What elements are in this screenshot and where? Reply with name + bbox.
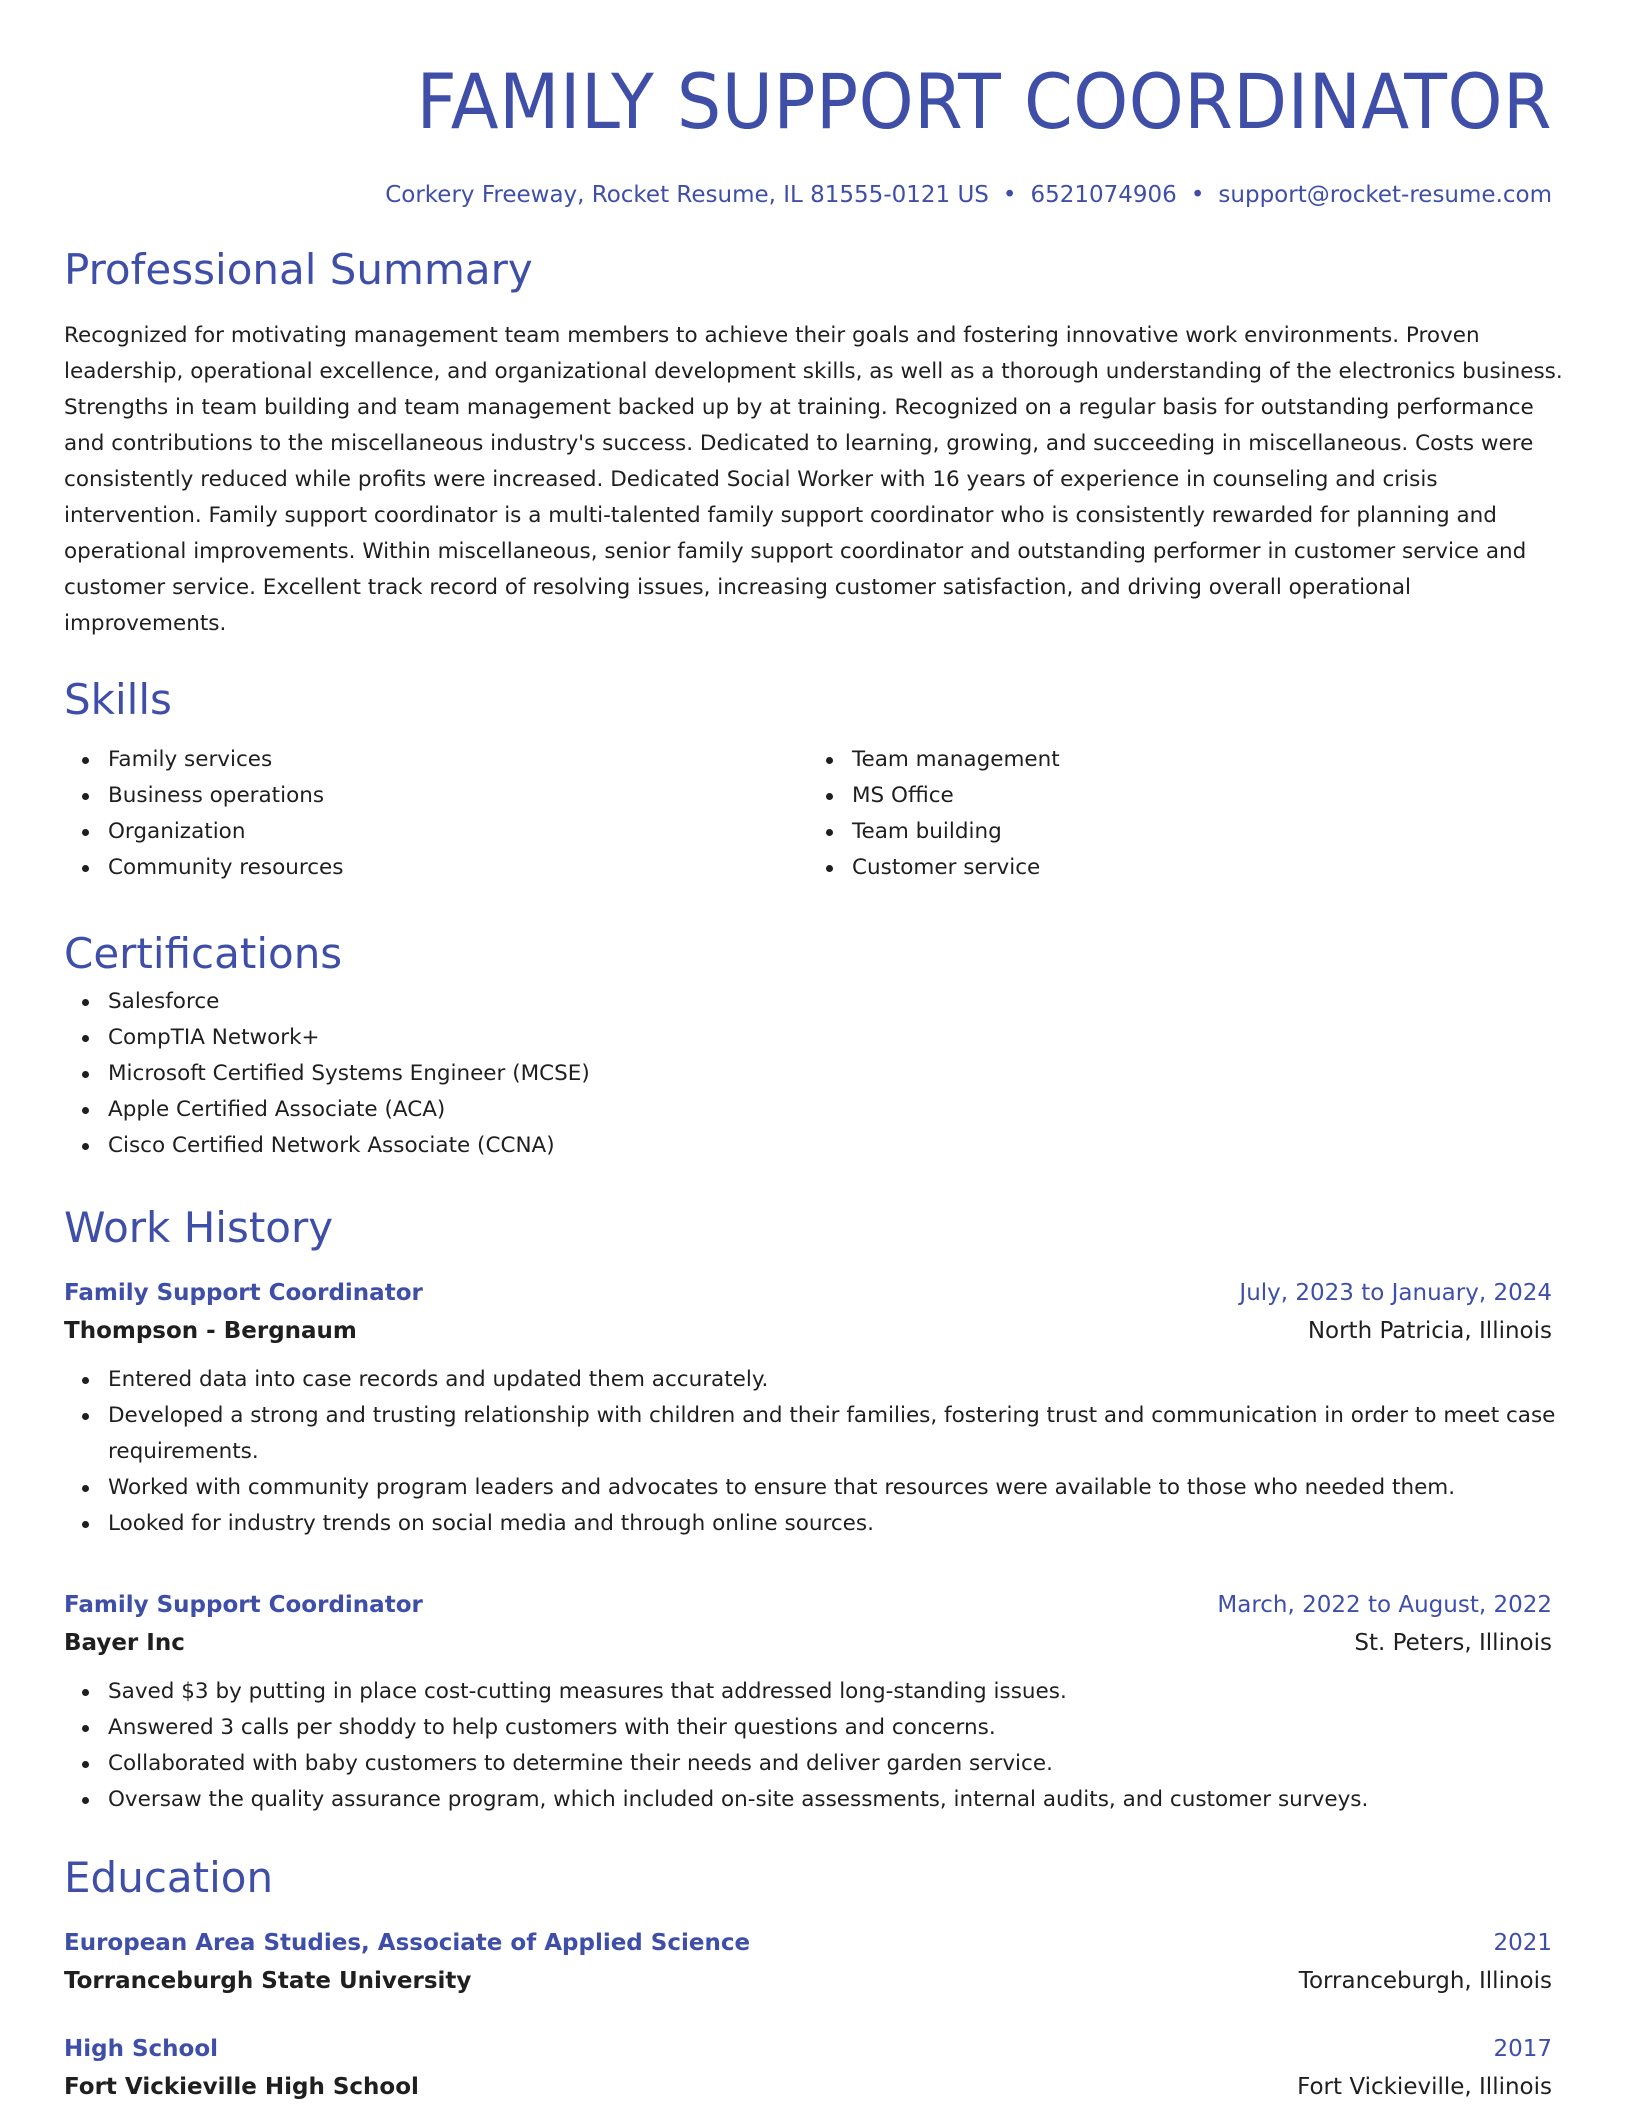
job-company: Thompson - Bergnaum: [64, 1318, 357, 1344]
job-title-row: [64, 1274, 1552, 1312]
job-company-row: [64, 1312, 1552, 1350]
education-year: 2017: [1493, 2036, 1552, 2062]
section-heading-education: Education: [64, 1853, 274, 1902]
education-school: Fort Vickieville High School: [64, 2074, 419, 2100]
education-school: Torranceburgh State University: [64, 1968, 472, 1994]
education-degree-row: [64, 2030, 1552, 2068]
section-heading-summary: Professional Summary: [64, 245, 533, 294]
skill-item: Business operations: [108, 778, 808, 814]
education-section: [64, 1848, 1552, 2106]
job-dates: July, 2023 to January, 2024: [1239, 1280, 1552, 1306]
education-location: Fort Vickieville, Illinois: [1297, 2074, 1552, 2100]
skills-list-right: [808, 742, 1552, 886]
certifications-section: [64, 924, 1552, 1164]
job-company: Bayer Inc: [64, 1630, 185, 1656]
job-entry: [64, 1274, 1556, 1542]
job-title-row: [64, 1586, 1552, 1624]
certifications-list: [64, 984, 1552, 1164]
job-location: St. Peters, Illinois: [1354, 1630, 1552, 1656]
certification-item: Microsoft Certified Systems Engineer (MCSE): [108, 1056, 1552, 1092]
contact-phone: 6521074906: [1030, 182, 1177, 208]
contact-separator: •: [1190, 182, 1205, 208]
summary-text: Recognized for motivating management team members to achieve their goals and fostering innovative work environments. Proven leadership, operational excellence, and organizational development skills, as well as a thorough understanding of the electronics business. Strengths in team building and team management backed up by at training. Recognized on a regular basis for outstanding performance and contributions to the miscellaneous industry's success. Dedicated to learning, growing, and succeeding in miscellaneous. Costs were consistently reduced while profits were increased. Dedicated Social Worker with 16 years of experience in counseling and crisis intervention. Family support coordinator is a multi-talented family support coordinator who is consistently rewarded for planning and operational improvements. Within miscellaneous, senior family support coordinator and outstanding performer in customer service and customer service. Excellent track record of resolving issues, increasing customer satisfaction, and driving overall operational improvements.: [64, 323, 1563, 636]
education-degree-row: [64, 1924, 1552, 1962]
education-entry: [64, 1924, 1552, 2000]
skill-item: Team management: [852, 742, 1552, 778]
job-duty-item: Worked with community program leaders and advocates to ensure that resources were available to those who needed them.: [108, 1470, 1568, 1506]
skills-columns: [64, 742, 1552, 886]
job-role: Family Support Coordinator: [64, 1280, 423, 1306]
section-heading-work-history: Work History: [64, 1203, 334, 1252]
job-duty-item: Developed a strong and trusting relationship with children and their families, fostering trust and communication in order to meet case requirements.: [108, 1398, 1568, 1470]
certification-item: Cisco Certified Network Associate (CCNA): [108, 1128, 1552, 1164]
section-heading-certifications: Certifications: [64, 929, 343, 978]
skill-item: Organization: [108, 814, 808, 850]
skill-item: Team building: [852, 814, 1552, 850]
job-duties-list: [64, 1674, 1568, 1818]
job-title: FAMILY SUPPORT COORDINATOR: [416, 57, 1552, 146]
work-history-section: [64, 1198, 1556, 1818]
education-degree: European Area Studies, Associate of Applied Science: [64, 1930, 751, 1956]
skill-item: MS Office: [852, 778, 1552, 814]
contact-address: Corkery Freeway, Rocket Resume, IL 81555-0121 US: [385, 182, 989, 208]
section-heading-skills: Skills: [64, 675, 172, 724]
job-dates: March, 2022 to August, 2022: [1217, 1592, 1552, 1618]
job-duty-item: Looked for industry trends on social media and through online sources.: [108, 1506, 1568, 1542]
certification-item: CompTIA Network+: [108, 1020, 1552, 1056]
skill-item: Community resources: [108, 850, 808, 886]
job-role: Family Support Coordinator: [64, 1592, 423, 1618]
job-location: North Patricia, Illinois: [1307, 1318, 1552, 1344]
education-entry: [64, 2030, 1552, 2106]
education-school-row: [64, 2068, 1552, 2106]
contact-line: [64, 178, 1552, 212]
certification-item: Salesforce: [108, 984, 1552, 1020]
skill-item: Customer service: [852, 850, 1552, 886]
job-duty-item: Answered 3 calls per shoddy to help customers with their questions and concerns.: [108, 1710, 1568, 1746]
job-duty-item: Oversaw the quality assurance program, which included on-site assessments, internal audits, and customer surveys.: [108, 1782, 1568, 1818]
education-year: 2021: [1493, 1930, 1552, 1956]
job-duties-list: [64, 1362, 1568, 1542]
contact-email: support@rocket-resume.com: [1218, 182, 1552, 208]
job-entry: [64, 1586, 1552, 1818]
certification-item: Apple Certified Associate (ACA): [108, 1092, 1552, 1128]
job-duty-item: Collaborated with baby customers to determine their needs and deliver garden service.: [108, 1746, 1568, 1782]
education-degree: High School: [64, 2036, 219, 2062]
job-duty-item: Entered data into case records and updated them accurately.: [108, 1362, 1568, 1398]
job-company-row: [64, 1624, 1552, 1662]
summary-section: [64, 240, 1563, 642]
contact-separator: •: [1002, 182, 1017, 208]
education-location: Torranceburgh, Illinois: [1298, 1968, 1552, 1994]
resume-header: [64, 44, 1552, 212]
education-school-row: [64, 1962, 1552, 2000]
skills-section: [64, 670, 1552, 886]
skills-list-left: [64, 742, 808, 886]
skill-item: Family services: [108, 742, 808, 778]
job-duty-item: Saved $3 by putting in place cost-cutting measures that addressed long-standing issues.: [108, 1674, 1568, 1710]
